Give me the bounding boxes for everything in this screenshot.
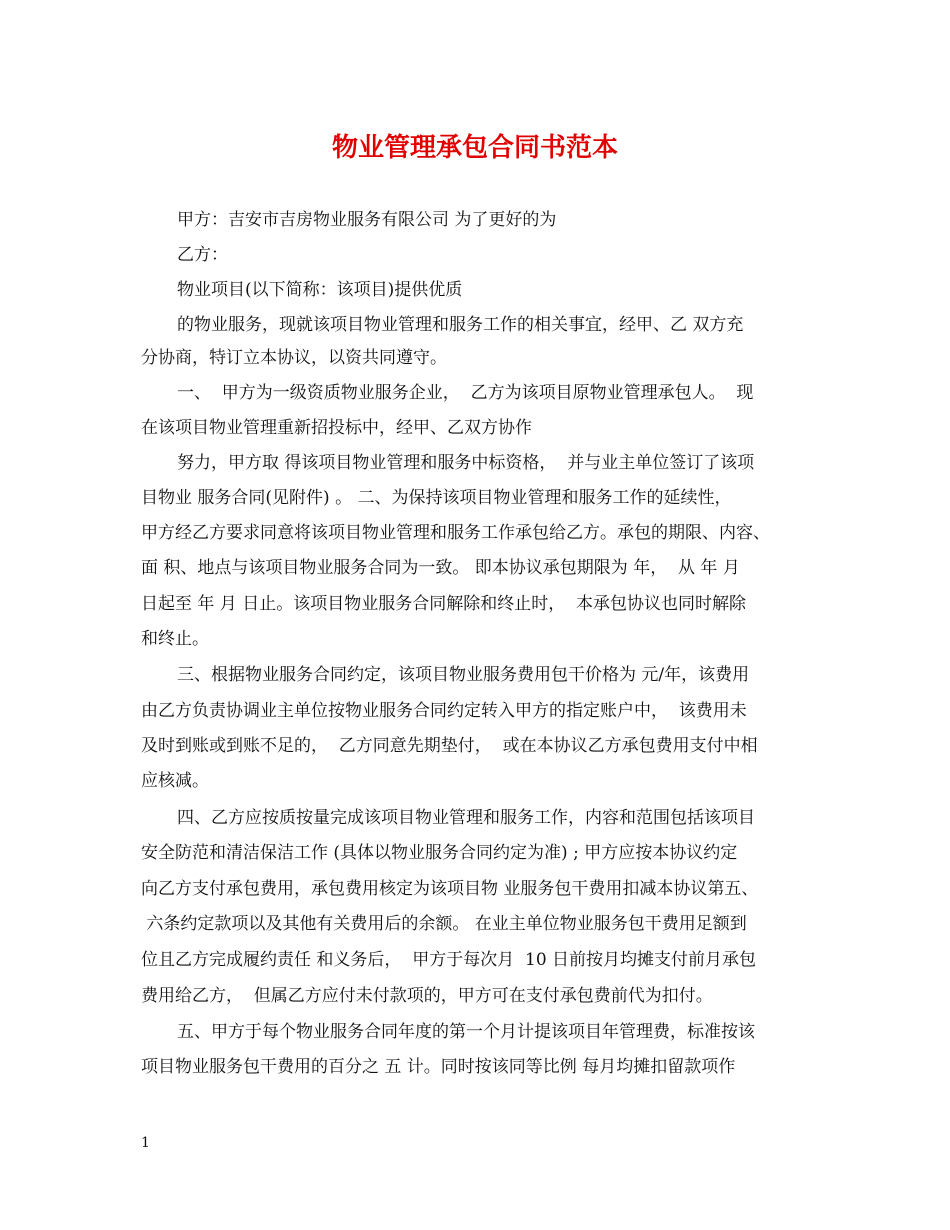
paragraph-line: 和终止。	[141, 629, 209, 649]
paragraph-line: 六条约定款项以及其他有关费用后的余额。 在业主单位物业服务包干费用足额到	[141, 914, 747, 934]
paragraph-line: 五、甲方于每个物业服务合同年度的第一个月计提该项目年管理费，标准按该	[177, 1022, 755, 1042]
paragraph-line: 由乙方负责协调业主单位按物业服务合同约定转入甲方的指定账户中， 该费用未	[141, 701, 747, 721]
paragraph-line: 位且乙方完成履约责任 和义务后， 甲方于每次月 10 日前按月均摊支付前月承包	[141, 950, 757, 970]
paragraph-line: 安全防范和清洁保洁工作 (具体以物业服务合同约定为准) ; 甲方应按本协议约定	[141, 843, 738, 863]
paragraph-line: 物业项目(以下简称：该项目)提供优质	[177, 280, 463, 300]
paragraph-line: 面 积、地点与该项目物业服务合同为一致。 即本协议承包期限为 年， 从 年 月	[141, 558, 740, 578]
paragraph-line: 努力，甲方取 得该项目物业管理和服务中标资格， 并与业主单位签订了该项	[177, 453, 755, 473]
paragraph-line: 乙方：	[177, 245, 228, 265]
paragraph-line: 四、乙方应按质按量完成该项目物业管理和服务工作，内容和范围包括该项目	[177, 808, 755, 828]
paragraph-line: 在该项目物业管理重新招投标中，经甲、乙双方协作	[141, 418, 532, 438]
paragraph-line: 三、根据物业服务合同约定，该项目物业服务费用包干价格为 元/年，该费用	[177, 665, 750, 685]
paragraph-line: 日起至 年 月 日止。该项目物业服务合同解除和终止时， 本承包协议也同时解除	[141, 594, 747, 614]
paragraph-line: 及时到账或到账不足的， 乙方同意先期垫付， 或在本协议乙方承包费用支付中相	[141, 736, 758, 756]
paragraph-line: 项目物业服务包干费用的百分之 五 计。同时按该同等比例 每月均摊扣留款项作	[141, 1057, 736, 1077]
paragraph-line: 的物业服务，现就该项目物业管理和服务工作的相关事宜，经甲、乙 双方充	[177, 315, 744, 335]
paragraph-line: 应核减。	[141, 771, 209, 791]
page-number: 1	[141, 1135, 150, 1151]
paragraph-line: 分协商，特订立本协议，以资共同遵守。	[141, 348, 447, 368]
paragraph-line: 甲方：吉安市吉房物业服务有限公司 为了更好的为	[177, 210, 557, 230]
paragraph-line: 向乙方支付承包费用，承包费用核定为该项目物 业服务包干费用扣减本协议第五、	[141, 879, 759, 899]
document-title: 物业管理承包合同书范本	[331, 133, 618, 163]
paragraph-line: 一、 甲方为一级资质物业服务企业， 乙方为该项目原物业管理承包人。 现	[177, 383, 754, 403]
paragraph-line: 费用给乙方， 但属乙方应付未付款项的，甲方可在支付承包费前代为扣付。	[141, 986, 713, 1006]
paragraph-line: 目物业 服务合同(见附件) 。 二、为保持该项目物业管理和服务工作的延续性，	[141, 488, 732, 508]
paragraph-line: 甲方经乙方要求同意将该项目物业管理和服务工作承包给乙方。承包的期限、内容、	[141, 523, 770, 543]
